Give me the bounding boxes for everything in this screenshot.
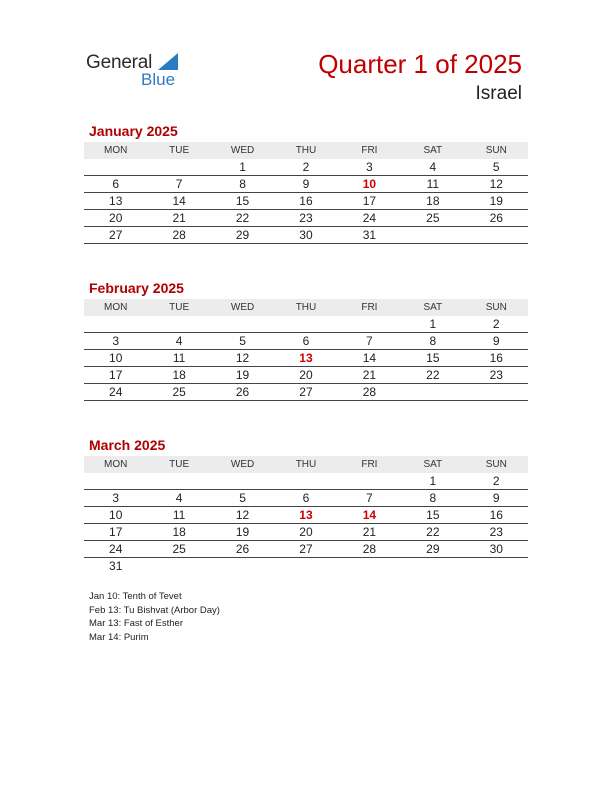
- day-cell: 22: [401, 524, 464, 541]
- week-row: [84, 490, 528, 507]
- weekday-fri: FRI: [338, 456, 401, 473]
- week-row: [84, 159, 528, 176]
- week-row: [84, 350, 528, 367]
- day-cell: 5: [211, 490, 274, 507]
- week-row: [84, 367, 528, 384]
- day-cell: 30: [274, 227, 337, 244]
- day-cell: 22: [211, 210, 274, 227]
- day-cell: 14: [147, 193, 210, 210]
- day-cell: 12: [465, 176, 528, 193]
- holiday-note: Mar 14: Purim: [89, 631, 149, 643]
- week-row: [84, 333, 528, 350]
- day-cell: 14: [338, 507, 401, 524]
- weekday-header-row: [84, 142, 528, 159]
- month-title: January 2025: [89, 123, 178, 139]
- page-title: Quarter 1 of 2025: [318, 49, 522, 79]
- empty-day-cell: [274, 473, 337, 490]
- day-cell: 31: [338, 227, 401, 244]
- day-cell: 12: [211, 507, 274, 524]
- week-row: [84, 227, 528, 244]
- day-cell: 28: [338, 541, 401, 558]
- day-cell: 10: [84, 507, 147, 524]
- day-cell: 21: [147, 210, 210, 227]
- day-cell: 20: [274, 367, 337, 384]
- weekday-sat: SAT: [401, 142, 464, 159]
- day-cell: 24: [84, 384, 147, 401]
- day-cell: 29: [401, 541, 464, 558]
- holiday-note: Mar 13: Fast of Esther: [89, 618, 183, 629]
- day-cell: 21: [338, 524, 401, 541]
- day-cell: 13: [84, 193, 147, 210]
- day-cell: 16: [274, 193, 337, 210]
- day-cell: 30: [465, 541, 528, 558]
- day-cell: 6: [84, 176, 147, 193]
- day-cell: 4: [401, 159, 464, 176]
- logo-word-general: General: [86, 52, 153, 73]
- empty-day-cell: [338, 473, 401, 490]
- empty-day-cell: [147, 558, 210, 575]
- day-cell: 16: [465, 507, 528, 524]
- month-february: [84, 280, 528, 401]
- day-cell: 23: [465, 524, 528, 541]
- empty-day-cell: [465, 227, 528, 244]
- day-cell: 25: [401, 210, 464, 227]
- day-cell: 3: [84, 333, 147, 350]
- day-cell: 29: [211, 227, 274, 244]
- day-cell: 11: [147, 350, 210, 367]
- day-cell: 11: [147, 507, 210, 524]
- day-cell: 8: [211, 176, 274, 193]
- weekday-fri: FRI: [338, 142, 401, 159]
- day-cell: 8: [401, 490, 464, 507]
- weekday-tue: TUE: [147, 456, 210, 473]
- weekday-sun: SUN: [465, 299, 528, 316]
- day-cell: 10: [338, 176, 401, 193]
- calendar-grid: [84, 142, 528, 244]
- empty-day-cell: [147, 159, 210, 176]
- calendar-grid: [84, 456, 528, 574]
- empty-day-cell: [211, 473, 274, 490]
- empty-day-cell: [465, 558, 528, 575]
- logo-triangle-icon: [158, 53, 178, 70]
- day-cell: 2: [465, 316, 528, 333]
- day-cell: 10: [84, 350, 147, 367]
- day-cell: 6: [274, 490, 337, 507]
- day-cell: 9: [465, 333, 528, 350]
- holiday-note: Feb 13: Tu Bishvat (Arbor Day): [89, 604, 220, 616]
- weekday-thu: THU: [274, 299, 337, 316]
- week-row: [84, 507, 528, 524]
- day-cell: 18: [147, 367, 210, 384]
- month-january: [84, 123, 528, 244]
- day-cell: 25: [147, 384, 210, 401]
- week-row: [84, 316, 528, 333]
- weekday-sun: SUN: [465, 142, 528, 159]
- weekday-header-row: [84, 456, 528, 473]
- empty-day-cell: [465, 384, 528, 401]
- week-row: [84, 524, 528, 541]
- week-row: [84, 193, 528, 210]
- empty-day-cell: [274, 316, 337, 333]
- holiday-note: Jan 10: Tenth of Tevet: [89, 591, 182, 602]
- week-row: [84, 176, 528, 193]
- empty-day-cell: [401, 558, 464, 575]
- day-cell: 31: [109, 559, 123, 573]
- weekday-header-row: [84, 299, 528, 316]
- day-cell: 28: [147, 227, 210, 244]
- day-cell: 5: [465, 159, 528, 176]
- day-cell: 23: [465, 367, 528, 384]
- day-cell: 1: [401, 316, 464, 333]
- empty-day-cell: [401, 227, 464, 244]
- day-cell: 14: [338, 350, 401, 367]
- generalblue-logo: [86, 50, 186, 92]
- empty-day-cell: [84, 159, 147, 176]
- day-cell: 18: [147, 524, 210, 541]
- day-cell: 26: [211, 384, 274, 401]
- empty-day-cell: [338, 558, 401, 575]
- empty-day-cell: [84, 316, 147, 333]
- weekday-tue: TUE: [147, 142, 210, 159]
- week-row: [84, 210, 528, 227]
- holiday-notes: [89, 590, 220, 644]
- day-cell: 19: [211, 524, 274, 541]
- day-cell: 25: [147, 541, 210, 558]
- day-cell: 6: [274, 333, 337, 350]
- day-cell: 7: [338, 333, 401, 350]
- day-cell: 7: [338, 490, 401, 507]
- week-row: [84, 541, 528, 558]
- day-cell: 28: [338, 384, 401, 401]
- day-cell: 26: [465, 210, 528, 227]
- day-cell: 18: [401, 193, 464, 210]
- day-cell: 2: [465, 473, 528, 490]
- day-cell: 16: [465, 350, 528, 367]
- day-cell: 24: [84, 541, 147, 558]
- empty-day-cell: [147, 316, 210, 333]
- weekday-tue: TUE: [147, 299, 210, 316]
- day-cell: 13: [274, 350, 337, 367]
- week-row: [84, 558, 528, 575]
- day-cell: 15: [401, 507, 464, 524]
- weekday-sat: SAT: [401, 456, 464, 473]
- day-cell: 11: [401, 176, 464, 193]
- weekday-thu: THU: [274, 142, 337, 159]
- empty-day-cell: [274, 558, 337, 575]
- day-cell: 5: [211, 333, 274, 350]
- day-cell: 9: [274, 176, 337, 193]
- day-cell: 24: [338, 210, 401, 227]
- country-name: Israel: [475, 83, 522, 104]
- empty-day-cell: [338, 316, 401, 333]
- day-cell: 27: [274, 541, 337, 558]
- day-cell: 3: [84, 490, 147, 507]
- calendar-grid: [84, 299, 528, 401]
- empty-day-cell: [401, 384, 464, 401]
- day-cell: 22: [401, 367, 464, 384]
- day-cell: 26: [211, 541, 274, 558]
- day-cell: 23: [274, 210, 337, 227]
- day-cell: 17: [338, 193, 401, 210]
- day-cell: 20: [84, 210, 147, 227]
- day-cell: 4: [147, 333, 210, 350]
- day-cell: 17: [84, 367, 147, 384]
- weekday-mon: MON: [84, 299, 147, 316]
- weekday-mon: MON: [84, 142, 147, 159]
- day-cell: 21: [338, 367, 401, 384]
- month-march: [84, 437, 528, 574]
- empty-day-cell: [84, 473, 147, 490]
- week-row: [84, 384, 528, 401]
- weekday-wed: WED: [211, 142, 274, 159]
- day-cell: 3: [338, 159, 401, 176]
- empty-day-cell: [147, 473, 210, 490]
- empty-day-cell: [211, 558, 274, 575]
- day-cell: 9: [465, 490, 528, 507]
- week-row: [84, 473, 528, 490]
- day-cell: 13: [274, 507, 337, 524]
- day-cell: 1: [211, 159, 274, 176]
- day-cell: 20: [274, 524, 337, 541]
- weekday-fri: FRI: [338, 299, 401, 316]
- weekday-sun: SUN: [465, 456, 528, 473]
- month-title: March 2025: [89, 437, 166, 453]
- empty-day-cell: [211, 316, 274, 333]
- day-cell: 19: [211, 367, 274, 384]
- weekday-thu: THU: [274, 456, 337, 473]
- day-cell: 12: [211, 350, 274, 367]
- day-cell: 7: [147, 176, 210, 193]
- day-cell: 8: [401, 333, 464, 350]
- day-cell: 2: [274, 159, 337, 176]
- month-title: February 2025: [89, 280, 184, 296]
- day-cell: 17: [84, 524, 147, 541]
- weekday-sat: SAT: [401, 299, 464, 316]
- day-cell: 15: [211, 193, 274, 210]
- day-cell: 15: [401, 350, 464, 367]
- day-cell: 27: [274, 384, 337, 401]
- day-cell: 19: [465, 193, 528, 210]
- weekday-wed: WED: [211, 456, 274, 473]
- weekday-mon: MON: [84, 456, 147, 473]
- weekday-wed: WED: [211, 299, 274, 316]
- day-cell: 4: [147, 490, 210, 507]
- logo-word-blue: Blue: [141, 70, 176, 89]
- day-cell: 27: [84, 227, 147, 244]
- day-cell: 1: [401, 473, 464, 490]
